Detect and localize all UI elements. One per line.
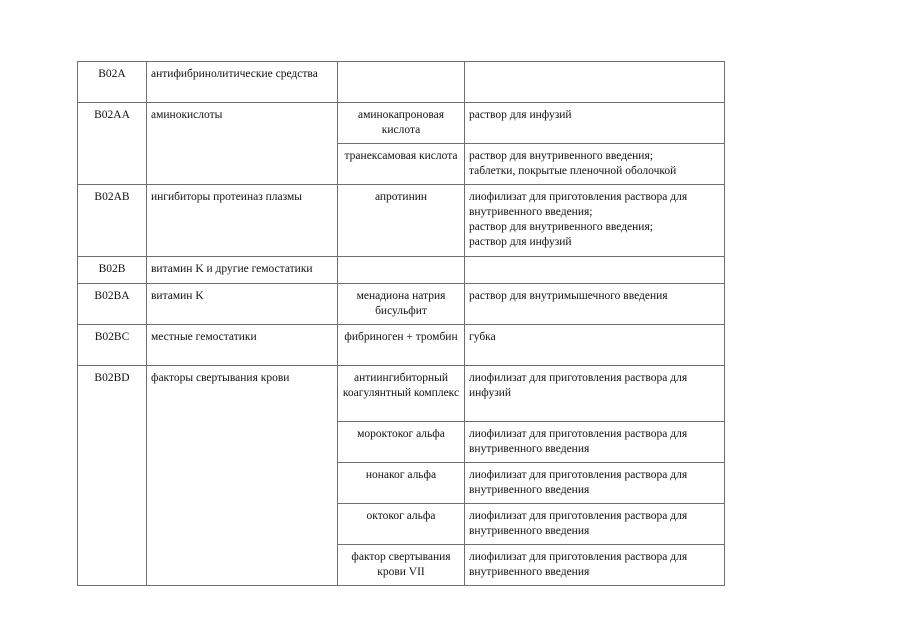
dosage-form-cell: лиофилизат для приготовления раствора для инфузий: [465, 366, 725, 422]
drug-name-cell: транексамовая кислота: [338, 144, 465, 185]
atc-group-name-cell: антифибринолитические средства: [147, 62, 338, 103]
dosage-form-cell: губка: [465, 325, 725, 366]
atc-group-name-cell: аминокислоты: [147, 103, 338, 185]
dosage-form-cell: лиофилизат для приготовления раствора для внутривенного введения: [465, 504, 725, 545]
table-row: [78, 284, 725, 325]
drug-name-cell: [338, 62, 465, 103]
atc-code-cell: B02B: [78, 257, 147, 284]
atc-code-cell: B02AB: [78, 185, 147, 257]
drug-name-cell: [338, 257, 465, 284]
drug-name-cell: нонаког альфа: [338, 463, 465, 504]
dosage-form-cell: [465, 62, 725, 103]
dosage-form-cell: лиофилизат для приготовления раствора для внутривенного введения: [465, 545, 725, 586]
atc-code-cell: B02A: [78, 62, 147, 103]
dosage-form-cell: [465, 257, 725, 284]
atc-group-name-cell: витамин K: [147, 284, 338, 325]
dosage-form-cell: лиофилизат для приготовления раствора для внутривенного введения; раствор для внутривенного введения; раствор для инфузий: [465, 185, 725, 257]
atc-group-name-cell: местные гемостатики: [147, 325, 338, 366]
atc-group-name-cell: ингибиторы протеиназ плазмы: [147, 185, 338, 257]
atc-code-cell: B02BA: [78, 284, 147, 325]
table-row: [78, 366, 725, 422]
dosage-form-cell: раствор для инфузий: [465, 103, 725, 144]
table-row: [78, 257, 725, 284]
atc-group-name-cell: витамин K и другие гемостатики: [147, 257, 338, 284]
drug-name-cell: фактор свертывания крови VII: [338, 545, 465, 586]
drug-classification-table: [77, 61, 725, 586]
drug-name-cell: фибриноген + тромбин: [338, 325, 465, 366]
dosage-form-cell: лиофилизат для приготовления раствора для внутривенного введения: [465, 422, 725, 463]
dosage-form-cell: раствор для внутримышечного введения: [465, 284, 725, 325]
drug-name-cell: мороктоког альфа: [338, 422, 465, 463]
drug-name-cell: менадиона натрия бисульфит: [338, 284, 465, 325]
atc-code-cell: B02BC: [78, 325, 147, 366]
drug-name-cell: антиингибиторный коагулянтный комплекс: [338, 366, 465, 422]
drug-name-cell: апротинин: [338, 185, 465, 257]
drug-name-cell: октоког альфа: [338, 504, 465, 545]
table-row: [78, 103, 725, 144]
dosage-form-cell: лиофилизат для приготовления раствора для внутривенного введения: [465, 463, 725, 504]
atc-code-cell: B02BD: [78, 366, 147, 586]
table-row: [78, 62, 725, 103]
atc-group-name-cell: факторы свертывания крови: [147, 366, 338, 586]
dosage-form-cell: раствор для внутривенного введения; таблетки, покрытые пленочной оболочкой: [465, 144, 725, 185]
atc-code-cell: B02AA: [78, 103, 147, 185]
table-row: [78, 185, 725, 257]
drug-name-cell: аминокапроновая кислота: [338, 103, 465, 144]
table-row: [78, 325, 725, 366]
